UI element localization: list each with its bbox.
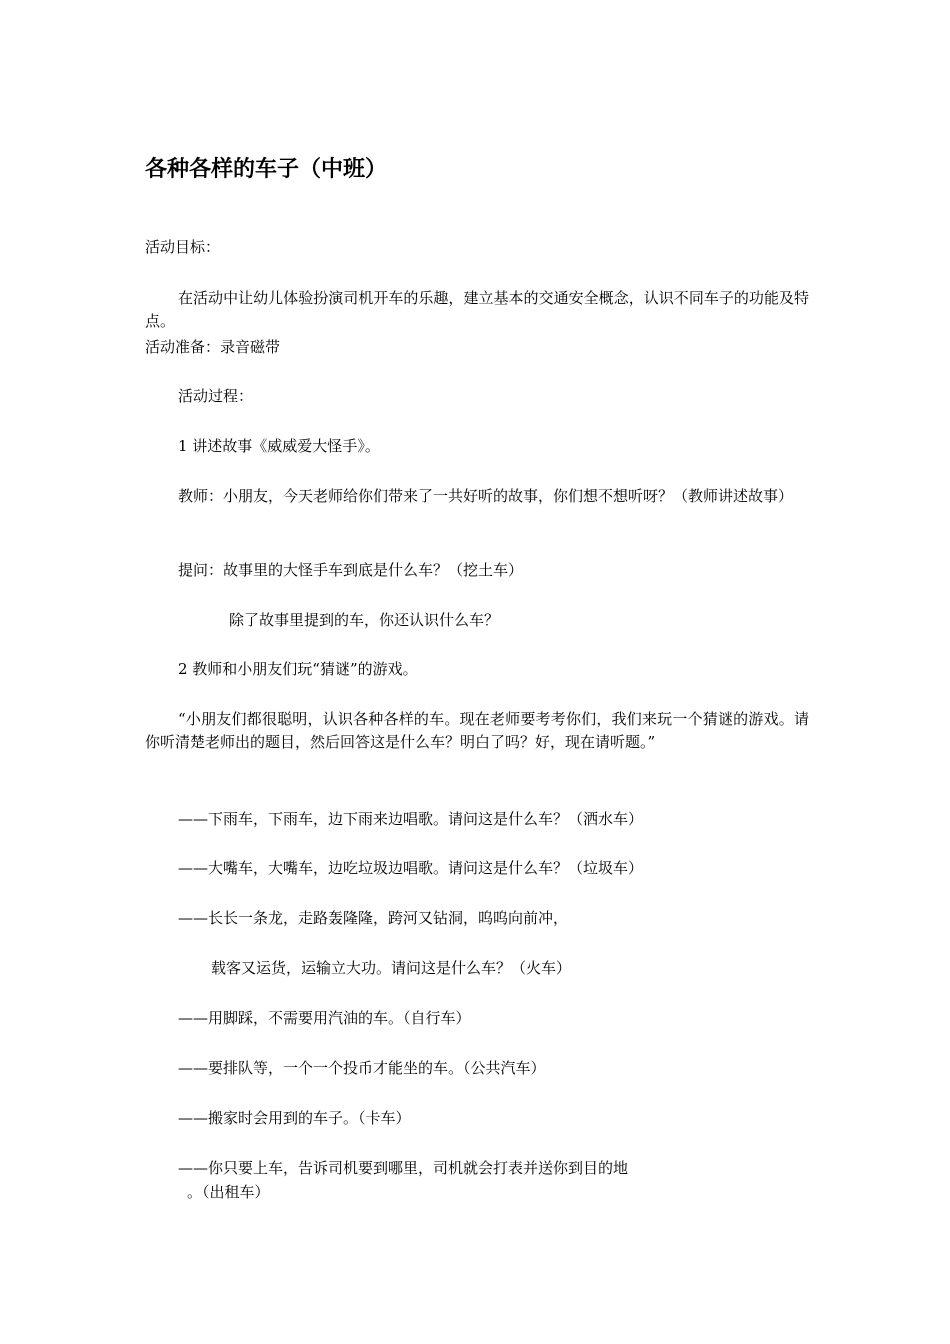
riddle-line: ——搬家时会用到的车子。（卡车） bbox=[178, 1109, 411, 1127]
question-1: 提问：故事里的大怪手车到底是什么车？（挖土车） bbox=[178, 561, 524, 579]
process-heading: 活动过程： bbox=[178, 387, 254, 405]
page-title: 各种各样的车子（中班） bbox=[145, 157, 388, 182]
step-2: 2 教师和小朋友们玩“猜谜”的游戏。 bbox=[178, 660, 418, 678]
riddle-line: ——要排队等，一个一个投币才能坐的车。（公共汽车） bbox=[178, 1059, 546, 1077]
goal-paragraph: 在活动中让幼儿体验扮演司机开车的乐趣，建立基本的交通安全概念，认识不同车子的功能及特点。 bbox=[145, 289, 809, 330]
riddle-line: ——长长一条龙，走路轰隆隆，跨河又钻洞，呜呜向前冲， bbox=[178, 909, 569, 927]
riddle-line: 。（出租车） bbox=[187, 1183, 270, 1201]
riddle-line: ——下雨车，下雨车，边下雨来边唱歌。请问这是什么车？（洒水车） bbox=[178, 810, 644, 828]
riddle-line: ——大嘴车，大嘴车，边吃垃圾边唱歌。请问这是什么车？（垃圾车） bbox=[178, 859, 644, 877]
intro-quote: “小朋友们都很聪明，认识各种各样的车。现在老师要考考你们，我们来玩一个猜谜的游戏。请你听清楚老师出的题目，然后回答这是什么车？明白了吗？好，现在请听题。” bbox=[145, 710, 809, 751]
riddle-line: ——用脚踩，不需要用汽油的车。（自行车） bbox=[178, 1009, 471, 1027]
goal-heading: 活动目标： bbox=[145, 238, 221, 256]
question-2: 除了故事里提到的车，你还认识什么车？ bbox=[229, 611, 500, 629]
step-1: 1 讲述故事《威威爱大怪手》。 bbox=[178, 437, 380, 455]
riddle-line: 载客又运货，运输立大功。请问这是什么车？（火车） bbox=[211, 959, 572, 977]
preparation-line: 活动准备：录音磁带 bbox=[145, 338, 281, 356]
riddle-line: ——你只要上车，告诉司机要到哪里，司机就会打表并送你到目的地 bbox=[178, 1159, 629, 1177]
teacher-speech: 教师：小朋友，今天老师给你们带来了一共好听的故事，你们想不想听呀？（教师讲述故事） bbox=[178, 487, 794, 505]
